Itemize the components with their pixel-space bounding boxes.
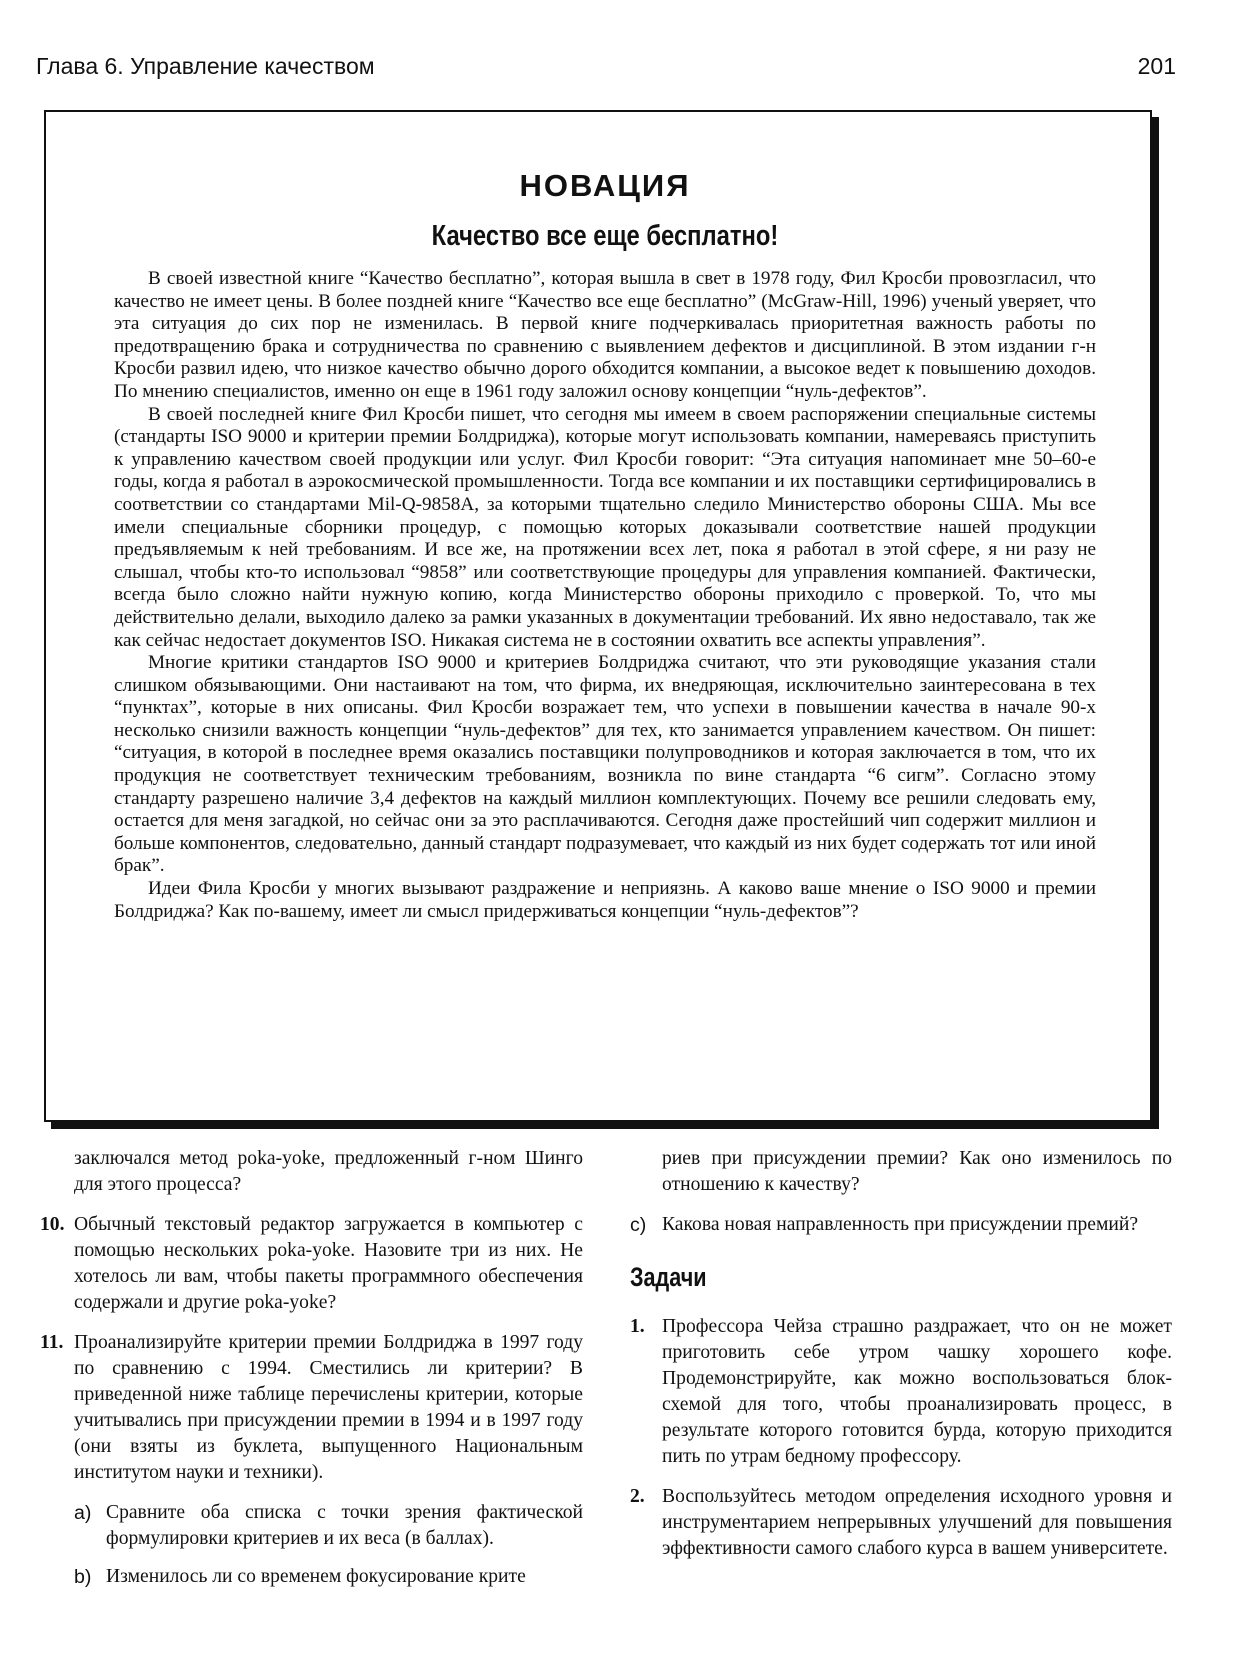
question-11 [40,1330,583,1486]
sidebar-paragraph: Многие критики стандартов ISO 9000 и критериев Болдриджа считают, что эти руководящие указания стали слишком обязывающими. Они настаивают на том, что фирма, их внедряющая, исключительно заинтересована в тех “пунктах”, которые в них описаны. Фил Кросби возражает тем, что успехи в повышении качества в начале 90-х несколько снизили важность концепции “нуль-дефектов” для тех, кто занимается управлением качеством. Он пишет: “ситуация, в которой в последнее время оказались поставщики полупроводников и которая заключается в том, что их продукция не соответствует техническим требованиям, возникла по вине стандарта “6 сигм”. Согласно этому стандарту разрешено наличие 3,4 дефектов на каждый миллион комплектующих. Почему все решили следовать ему, остается для меня загадкой, но сейчас они за это расплачиваются. Сегодня даже простейший чип содержит миллион и больше компонентов, следовательно, данный стандарт подразумевает, что каждый из них будет содержать тот или иной брак”. [114,652,1096,877]
subquestion-continuation: риев при присуждении премии? Как оно изменилось по отношению к качеству? [662,1148,1172,1195]
subquestion-text: Какова новая направленность при присуждении премий? [662,1214,1139,1235]
subquestion-a [48,1500,583,1552]
right-column [630,1146,1172,1576]
running-header [36,48,1176,84]
question-number: 10. [40,1214,65,1235]
subquestion-label: c) [630,1214,647,1236]
sidebar-title: НОВАЦИЯ [519,168,691,203]
subquestion-c [630,1212,1172,1238]
left-column [40,1146,583,1602]
subquestion-label: b) [74,1566,92,1588]
sidebar-subtitle: Качество все еще бесплатно! [431,220,779,252]
sidebar-paragraph: Идеи Фила Кросби у многих вызывают раздражение и неприязнь. А каково ваше мнение о ISO 9000 и премии Болдриджа? Как по-вашему, имеет ли смысл придерживаться концепции “нуль-дефектов”? [114,878,1096,922]
question-10 [40,1212,583,1316]
page-number: 201 [1137,53,1176,79]
question-text: Обычный текстовый редактор загружается в компьютер с помощью нескольких poka-yoke. Назовите три из них. Не хотелось ли вам, чтобы пакеты программного обеспечения содержали и другие poka-yoke? [74,1214,583,1313]
subquestion-text: Изменилось ли со временем фокусирование крите [106,1566,526,1587]
task-number: 1. [630,1316,645,1337]
task-number: 2. [630,1486,645,1507]
task-2 [630,1484,1172,1562]
subquestion-text: Сравните оба списка с точки зрения фактической формулировки критериев и их веса (в баллах). [106,1502,583,1549]
question-text: Проанализируйте критерии премии Болдриджа в 1997 году по сравнению с 1994. Сместились ли критерии? В приведенной ниже таблице перечислены критерии, которые учитывались при присуждении премии в 1994 и в 1997 году (они взяты из буклета, выпущенного Национальным институтом науки и техники). [74,1332,583,1483]
subquestion-label: a) [74,1502,92,1524]
subquestion-b [48,1564,583,1590]
sidebar-paragraph: В своей известной книге “Качество бесплатно”, которая вышла в свет в 1978 году, Фил Кросби провозгласил, что качество не имеет цены. В более поздней книге “Качество все еще бесплатно” (McGraw-Hill, 1996) ученый уверяет, что эта ситуация до сих пор не изменилась. В первой книге подчеркивалась приоритетная важность работы по предотвращению брака и сотрудничества по сравнению с выявлением дефектов и дисциплиной. В этом издании г-н Кросби развил идею, что низкое качество обычно дорого обходится компании, а высокое ведет к повышению доходов. По мнению специалистов, именно он еще в 1961 году заложил основу концепции “нуль-дефектов”. [114,268,1096,402]
sidebar-paragraph: В своей последней книге Фил Кросби пишет, что сегодня мы имеем в своем распоряжении специальные системы (стандарты ISO 9000 и критерии премии Болдриджа), которые могут использовать компании, намереваясь приступить к управлению качеством своей продукции или услуг. Фил Кросби говорит: “Эта ситуация напоминает мне 50–60-е годы, когда я работал в аэрокосмической промышленности. Тогда все компании и их поставщики сертифицировались в соответствии со стандартами Mil-Q-9858A, за которыми тщательно следило Министерство обороны США. Мы все имели специальные сборники процедур, с помощью которых доказывали соответствие нашей продукции предъявляемым к ней требованиям. И все же, на протяжении всех лет, пока я работал в этой сфере, я ни разу не слышал, чтобы кто-то использовал “9858” или соответствующие процедуры для управления компанией. Фактически, всегда было сложно найти нужную копию, когда Министерство обороны приходило с проверкой. То, что мы действительно делали, выходило далеко за рамки указанных в документации требований. Их явно недоставало, так же как сейчас недостает документов ISO. Никакая система не в состоянии охватить все аспекты управления”. [114,403,1096,651]
innovation-sidebar-box [44,110,1152,1122]
chapter-title: Глава 6. Управление качеством [36,53,375,79]
question-number: 11. [40,1332,64,1353]
question-continuation: заключался метод poka-yoke, предложенный г-ном Шинго для этого процесса? [74,1148,583,1195]
task-text: Профессора Чейза страшно раздражает, что он не может приготовить себе утром чашку хорошего кофе. Продемонстрируйте, как можно воспользоваться блок-схемой для того, чтобы проанализировать процесс, в результате которого готовится бурда, которую приходится пить по утрам бедному профессору. [662,1316,1172,1467]
tasks-heading: Задачи [630,1262,707,1292]
task-1 [630,1314,1172,1470]
task-text: Воспользуйтесь методом определения исходного уровня и инструментарием непрерывных улучшений для повышения эффективности самого слабого курса в вашем университете. [662,1486,1172,1559]
